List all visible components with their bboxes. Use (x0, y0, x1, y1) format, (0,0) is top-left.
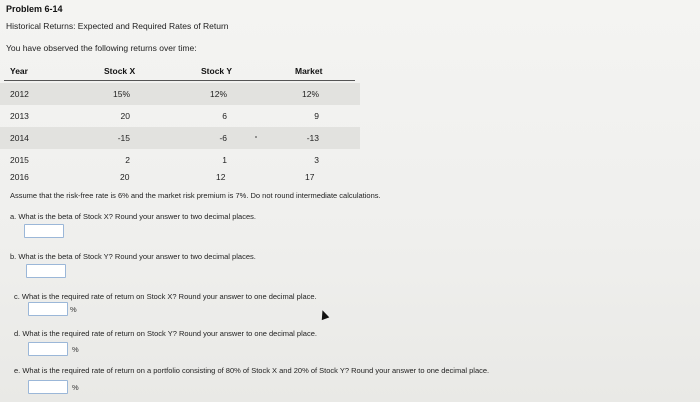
cell-market: 17 (305, 172, 315, 182)
question-b: b. What is the beta of Stock Y? Round your answer to two decimal places. (10, 252, 256, 261)
answer-a-input[interactable] (24, 224, 64, 238)
mouse-cursor-icon (319, 309, 330, 320)
cell-stock-x: 20 (120, 111, 130, 121)
cell-stock-y: 1 (222, 155, 227, 165)
percent-unit-d: % (72, 345, 79, 354)
assumption-text: Assume that the risk-free rate is 6% and the market risk premium is 7%. Do not round intermediate calculations. (10, 191, 381, 200)
table-row (0, 83, 360, 105)
question-d: d. What is the required rate of return on Stock Y? Round your answer to one decimal place. (14, 329, 317, 338)
header-stock-y: Stock Y (201, 66, 233, 76)
cell-year: 2016 (10, 172, 29, 182)
header-stock-x: Stock X (104, 66, 136, 76)
cell-stock-y: 6 (222, 111, 227, 121)
cell-stock-x: -15 (117, 133, 130, 143)
answer-c-input[interactable] (28, 302, 68, 316)
header-divider (4, 80, 355, 81)
problem-subtitle: Historical Returns: Expected and Required Rates of Return (6, 21, 229, 31)
cell-stock-x: 15% (112, 89, 130, 99)
header-year: Year (10, 66, 28, 76)
cell-stock-y: 12 (216, 172, 226, 182)
answer-e-input[interactable] (28, 380, 68, 394)
question-c: c. What is the required rate of return on Stock X? Round your answer to one decimal place. (14, 292, 317, 301)
cell-stock-y: 12% (209, 89, 227, 99)
cell-market: 9 (314, 111, 319, 121)
cell-market: -13 (306, 133, 319, 143)
problem-title: Problem 6-14 (6, 4, 63, 14)
cell-stock-x: 2 (125, 155, 130, 165)
question-e: e. What is the required rate of return on a portfolio consisting of 80% of Stock X and 20% of Stock Y? Round your answer to one decimal place. (14, 366, 490, 375)
answer-d-input[interactable] (28, 342, 68, 356)
cell-market: 3 (314, 155, 319, 165)
cell-stock-y: -6 (219, 133, 227, 143)
table-row (0, 105, 360, 127)
cell-stock-x: 20 (120, 172, 130, 182)
cell-year: 2014 (10, 133, 29, 143)
problem-intro: You have observed the following returns over time: (6, 43, 197, 53)
table-row (0, 127, 360, 149)
header-market: Market (295, 66, 323, 76)
cell-year: 2013 (10, 111, 29, 121)
table-row (0, 149, 360, 171)
cell-year: 2015 (10, 155, 29, 165)
cell-year: 2012 (10, 89, 29, 99)
stray-mark (255, 136, 257, 138)
question-a: a. What is the beta of Stock X? Round your answer to two decimal places. (10, 212, 256, 221)
cell-market: 12% (301, 89, 319, 99)
answer-b-input[interactable] (26, 264, 66, 278)
percent-unit-c: % (70, 305, 77, 314)
percent-unit-e: % (72, 383, 79, 392)
